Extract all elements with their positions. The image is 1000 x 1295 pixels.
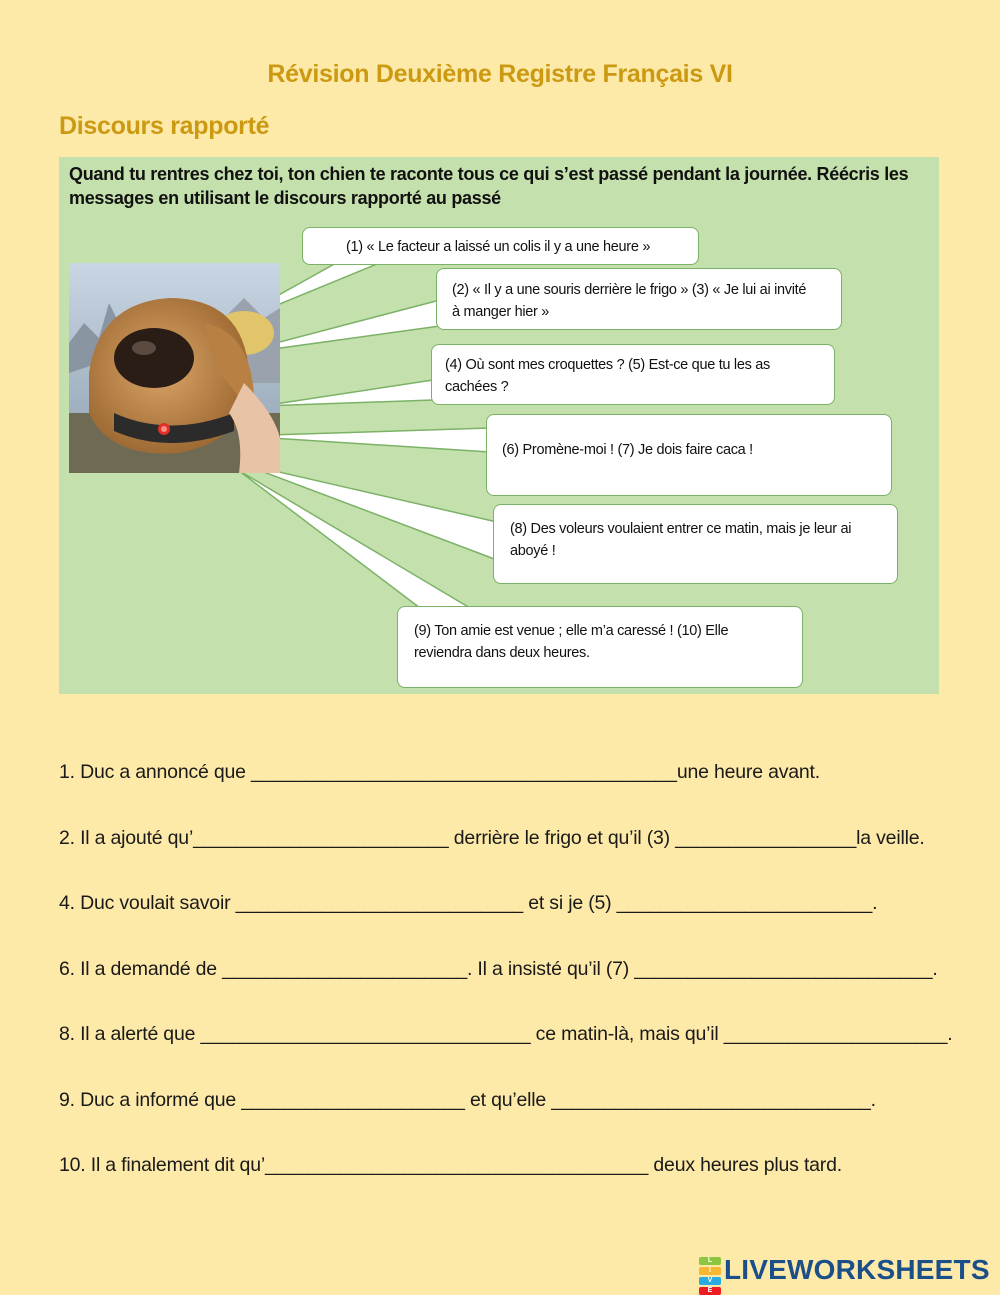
bubble-text-line: (9) Ton amie est venue ; elle m’a caressé ! (10) Elle <box>414 623 729 639</box>
speech-bubble-3 <box>431 344 835 405</box>
dog-picture <box>69 263 280 473</box>
bubble-text-line: à manger hier » <box>452 304 550 320</box>
speech-bubble-4 <box>486 414 892 496</box>
logo-icon-cell: I <box>699 1267 721 1275</box>
answer-line-3[interactable]: 4. Duc voulait savoir ___________________________ et si je (5) ________________________. <box>59 892 878 914</box>
bubble-text-line: (4) Où sont mes croquettes ? (5) Est-ce que tu les as <box>445 357 770 373</box>
answer-line-4[interactable]: 6. Il a demandé de _______________________. Il a insisté qu’il (7) ____________________________. <box>59 958 938 980</box>
speech-bubble-2 <box>436 268 842 330</box>
speech-bubble-5 <box>493 504 898 584</box>
bubble-text-line: (1) « Le facteur a laissé un colis il y a une heure » <box>346 239 651 255</box>
bubble-text-line: (6) Promène-moi ! (7) Je dois faire caca ! <box>502 442 753 458</box>
logo-icon-cell: E <box>699 1287 721 1295</box>
bubble-text-line: (2) « Il y a une souris derrière le frigo » (3) « Je lui ai invité <box>452 282 807 298</box>
answer-line-5[interactable]: 8. Il a alerté que _______________________________ ce matin-là, mais qu’il _____________________. <box>59 1023 953 1045</box>
page-title: Révision Deuxième Registre Français VI <box>267 60 733 88</box>
answer-line-2[interactable]: 2. Il a ajouté qu’________________________ derrière le frigo et qu’il (3) _________________la veille. <box>59 827 925 849</box>
answer-line-6[interactable]: 9. Duc a informé que _____________________ et qu’elle ______________________________. <box>59 1089 876 1111</box>
answer-line-7[interactable]: 10. Il a finalement dit qu’____________________________________ deux heures plus tard. <box>59 1154 842 1176</box>
bubble-text-line: (8) Des voleurs voulaient entrer ce matin, mais je leur ai <box>510 521 852 537</box>
logo-icon-cell: V <box>699 1277 721 1285</box>
liveworksheets-logo-icon <box>699 1256 721 1294</box>
speech-bubble-1 <box>302 227 699 265</box>
bubble-text-line: cachées ? <box>445 379 509 395</box>
bubble-text-line: reviendra dans deux heures. <box>414 645 590 661</box>
logo-text: LIVEWORKSHEETS <box>724 1254 990 1285</box>
section-title: Discours rapporté <box>59 112 270 140</box>
answer-line-1[interactable]: 1. Duc a annoncé que ________________________________________une heure avant. <box>59 761 820 783</box>
bubble-text-line: aboyé ! <box>510 543 556 559</box>
speech-bubble-6 <box>397 606 803 688</box>
instructions: Quand tu rentres chez toi, ton chien te raconte tous ce qui s’est passé pendant la journée. Réécris les messages en utilisant le discours rapporté au passé <box>69 164 909 208</box>
liveworksheets-logo <box>699 1254 990 1294</box>
logo-icon-cell: L <box>699 1257 721 1265</box>
